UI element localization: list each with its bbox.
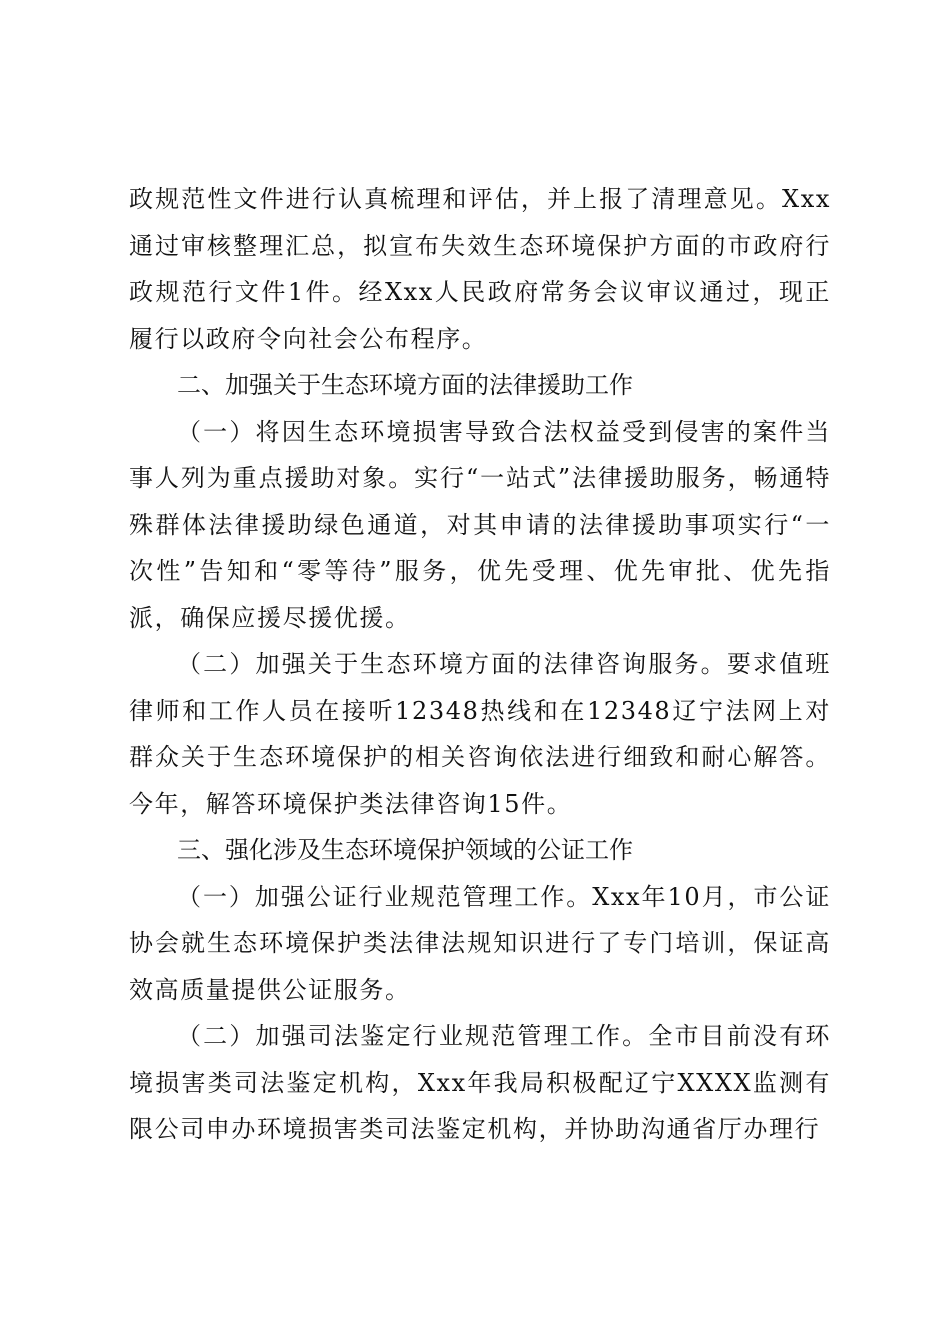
section-heading-3: 三、强化涉及生态环境保护领域的公证工作: [177, 836, 633, 864]
section-heading-2: 二、加强关于生态环境方面的法律援助工作: [177, 371, 633, 399]
body-paragraph-2-1: （一）将因生态环境损害导致合法权益受到侵害的案件当事人列为重点援助对象。实行“一站式”法律援助服务，畅通特殊群体法律援助绿色通道，对其申请的法律援助事项实行“一次性”告知和“零等待”服务，优先受理、优先审批、优先指派，确保应援尽援优援。: [129, 417, 831, 632]
body-paragraph-2-2: （二）加强关于生态环境方面的法律咨询服务。要求值班律师和工作人员在接听12348热线和在12348辽宁法网上对群众关于生态环境保护的相关咨询依法进行细致和耐心解答。今年，解答环境保护类法律咨询15件。: [129, 650, 831, 818]
body-paragraph-1: 政规范性文件进行认真梳理和评估，并上报了清理意见。Xxx通过审核整理汇总，拟宣布失效生态环境保护方面的市政府行政规范行文件1件。经Xxx人民政府常务会议审议通过，现正履行以政府令向社会公布程序。: [129, 185, 831, 353]
body-paragraph-3-1: （一）加强公证行业规范管理工作。Xxx年10月，市公证协会就生态环境保护类法律法规知识进行了专门培训，保证高效高质量提供公证服务。: [129, 882, 831, 1004]
body-paragraph-3-2: （二）加强司法鉴定行业规范管理工作。全市目前没有环境损害类司法鉴定机构，Xxx年我局积极配辽宁XXXX监测有限公司申办环境损害类司法鉴定机构，并协助沟通省厅办理行: [129, 1022, 831, 1143]
document-body: [129, 176, 831, 1153]
